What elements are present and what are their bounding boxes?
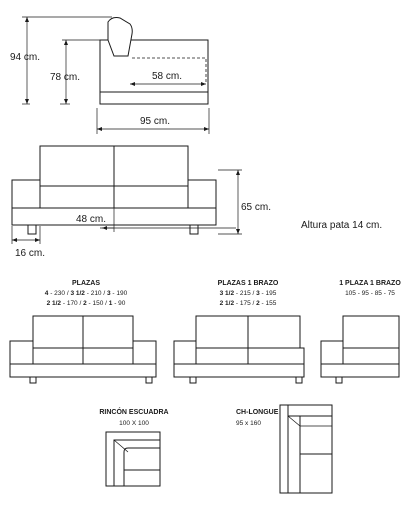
height-total-label: 94 cm. (10, 52, 41, 63)
plazas-sizes-1: 4 - 230 / 3 1/2 - 210 / 3 - 190 (44, 290, 128, 297)
model-plazas (10, 280, 156, 383)
model-rincon-escuadra (99, 407, 168, 486)
model-1-plaza-1-brazo (321, 280, 401, 383)
seat-depth-label: 58 cm. (152, 71, 183, 82)
rincon-title: RINCÓN ESCUADRA (99, 409, 169, 416)
plazas-1-brazo-sizes-1: 3 1/2 - 215 / 3 - 195 (219, 290, 277, 297)
plazas-1-brazo-title: PLAZAS 1 BRAZO (217, 280, 279, 287)
plazas-title: PLAZAS (72, 280, 100, 287)
seat-width-label: 48 cm. (76, 214, 107, 225)
una-plaza-sizes: 105 - 95 - 85 - 75 (345, 290, 395, 297)
front-view (12, 146, 382, 259)
seat-height-label: 65 cm. (241, 202, 272, 213)
rincon-size: 100 X 100 (119, 420, 149, 427)
leg-height-label: Altura pata 14 cm. (301, 220, 383, 231)
plazas-1-brazo-sizes-2: 2 1/2 - 175 / 2 - 155 (219, 300, 277, 307)
chlongue-size: 95 x 160 (236, 420, 261, 427)
depth-total-label: 95 cm. (140, 116, 171, 127)
arm-width-label: 16 cm. (15, 248, 46, 259)
side-view (10, 17, 209, 134)
plazas-sizes-2: 2 1/2 - 170 / 2 - 150 / 1 - 90 (46, 300, 126, 307)
height-seat-label: 78 cm. (50, 72, 81, 83)
model-ch-longue (236, 405, 332, 493)
chlongue-title: CH-LONGUE (236, 409, 279, 416)
una-plaza-title: 1 PLAZA 1 BRAZO (339, 280, 401, 287)
model-plazas-1-brazo (174, 280, 304, 383)
